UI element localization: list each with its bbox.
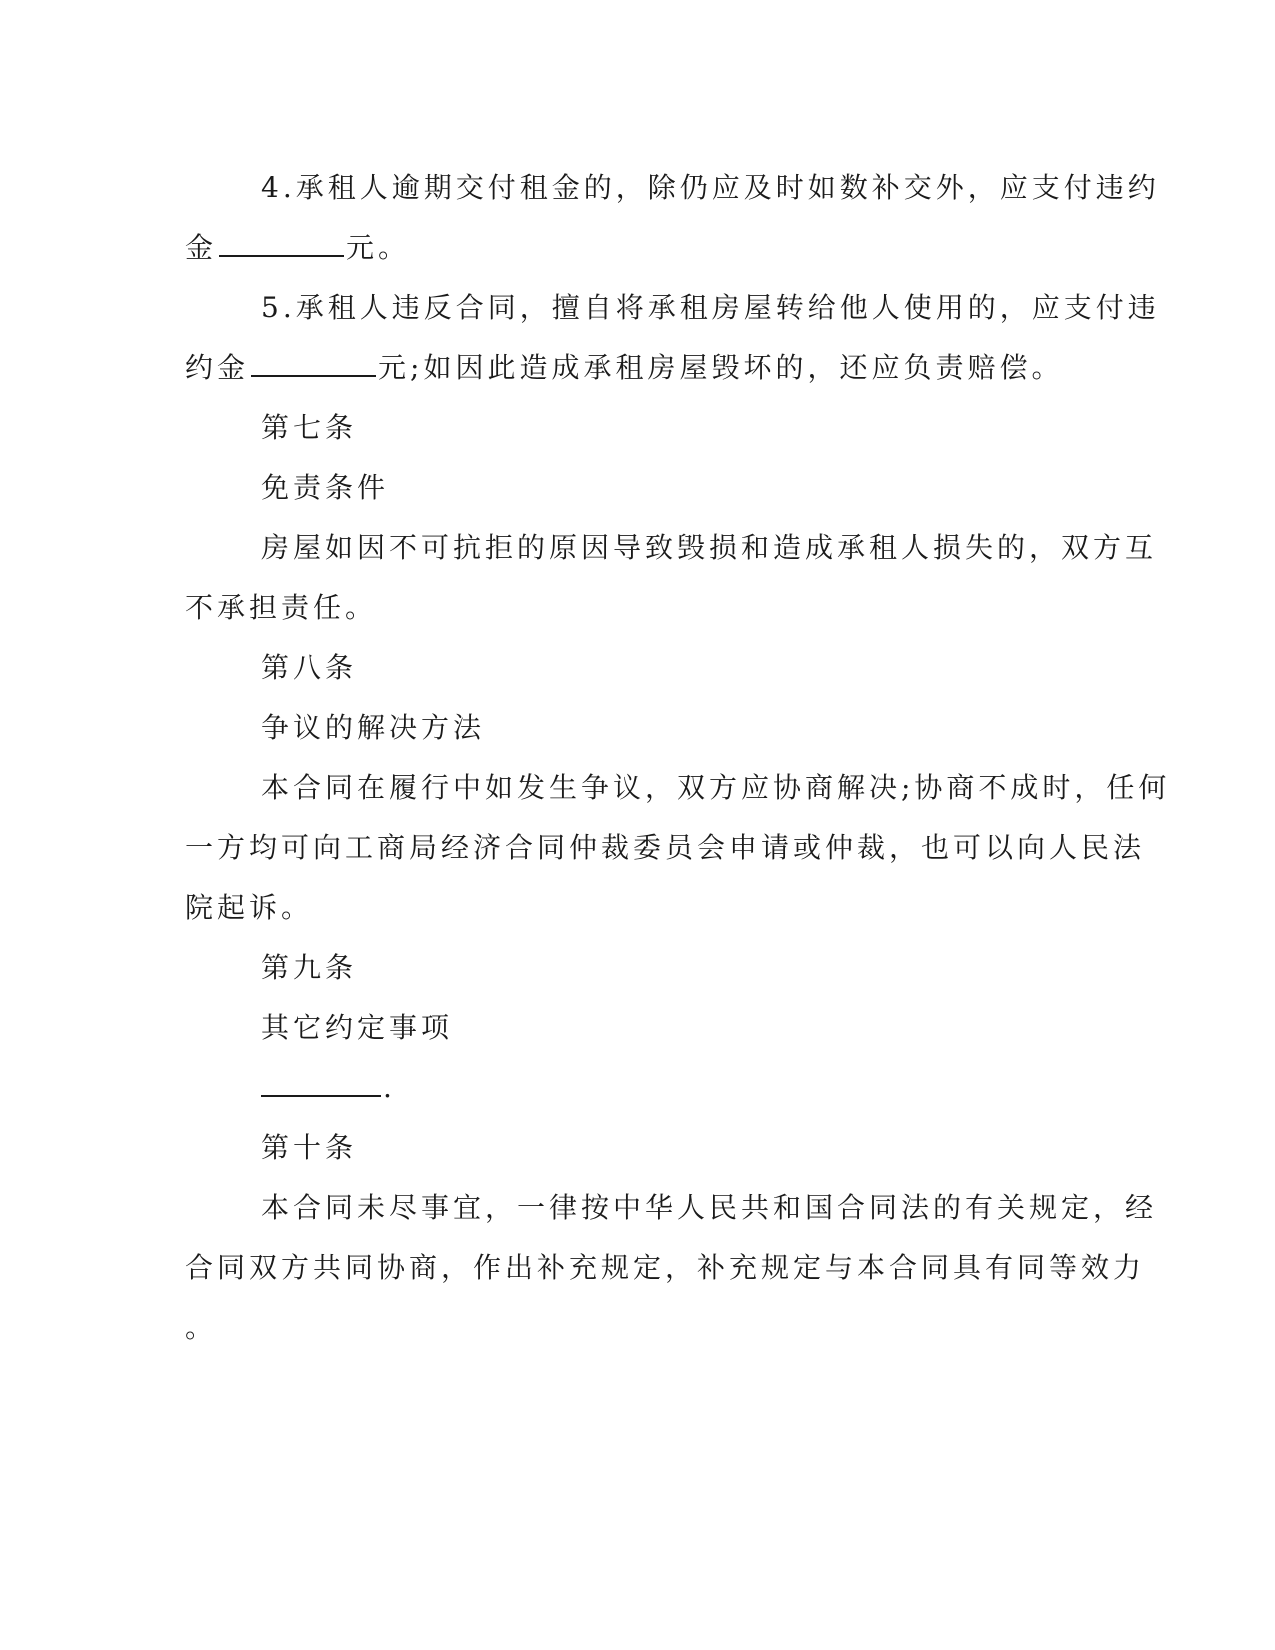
article-8-text-line-3: 院起诉。	[185, 891, 314, 924]
clause-4-suffix: 元。	[346, 231, 411, 264]
article-7-text-line-2: 不承担责任。	[185, 591, 378, 624]
other-terms-blank	[261, 1065, 381, 1097]
penalty-amount-blank	[219, 225, 344, 257]
article-9-blank-line	[185, 1058, 1085, 1118]
article-8-text-line-2: 一方均可向工商局经济合同仲裁委员会申请或仲裁，也可以向人民法	[185, 831, 1146, 864]
article-8-text-line-1: 本合同在履行中如发生争议，双方应协商解决;协商不成时，任何	[261, 771, 1171, 804]
contract-body	[185, 158, 1171, 1358]
clause-5-prefix: 约金	[185, 351, 250, 384]
clause-4-line-2	[185, 218, 1085, 278]
article-8-title: 争议的解决方法	[261, 711, 486, 744]
article-10-text-line-1: 本合同未尽事宜，一律按中华人民共和国合同法的有关规定，经	[261, 1191, 1158, 1224]
article-10-heading: 第十条	[261, 1131, 358, 1164]
clause-5-line-1: 5.承租人违反合同，擅自将承租房屋转给他人使用的，应支付违	[261, 291, 1160, 324]
article-8-heading: 第八条	[261, 651, 358, 684]
clause-4-prefix: 金	[185, 231, 218, 264]
sublet-penalty-blank	[251, 345, 376, 377]
article-10-text-line-3: 。	[185, 1311, 218, 1344]
article-7-title: 免责条件	[261, 471, 390, 504]
article-9-title: 其它约定事项	[261, 1011, 454, 1044]
clause-5-suffix: 元;如因此造成承租房屋毁坏的，还应负责赔偿。	[378, 351, 1064, 384]
clause-5-line-2	[185, 338, 1085, 398]
article-7-heading: 第七条	[261, 411, 358, 444]
article-10-text-line-2: 合同双方共同协商，作出补充规定，补充规定与本合同具有同等效力	[185, 1251, 1146, 1284]
article-9-heading: 第九条	[261, 951, 358, 984]
article-7-text-line-1: 房屋如因不可抗拒的原因导致毁损和造成承租人损失的，双方互	[261, 531, 1158, 564]
article-9-blank-suffix: .	[383, 1071, 396, 1104]
clause-4-line-1: 4.承租人逾期交付租金的，除仍应及时如数补交外，应支付违约	[261, 171, 1160, 204]
